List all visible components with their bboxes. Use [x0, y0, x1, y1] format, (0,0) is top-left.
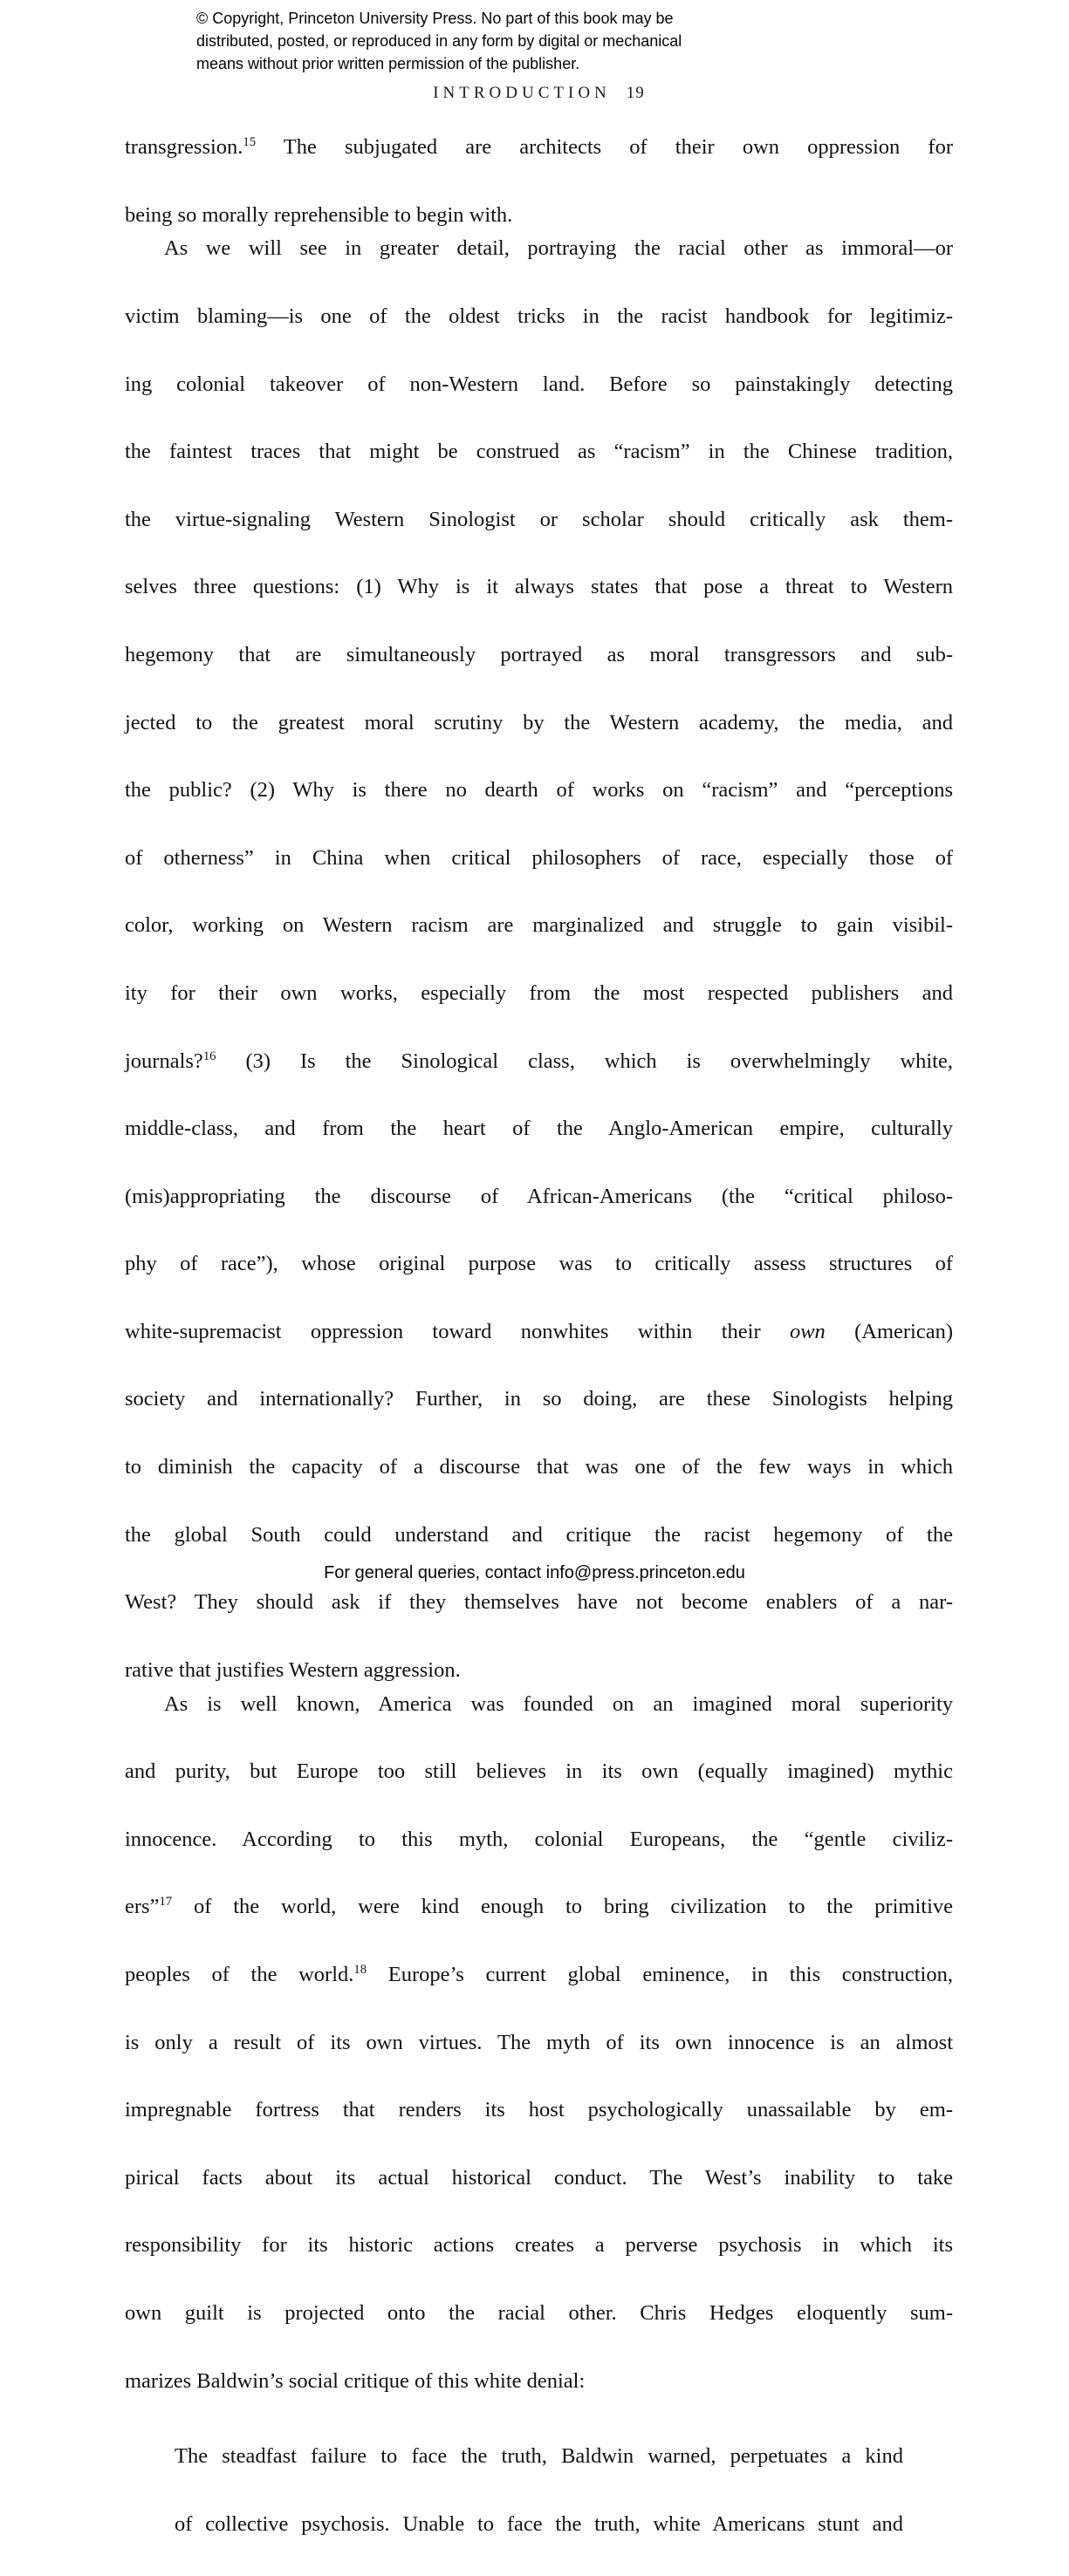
- text-line: pirical facts about its actual historical conduct. The West’s inability to take: [125, 2165, 953, 2190]
- block-quote: [175, 2440, 903, 2575]
- copyright-notice: [196, 7, 682, 75]
- text-line: of collective psychosis. Unable to face the truth, white Americans stunt and: [175, 2511, 903, 2536]
- text-line: ity for their own works, especially from the most respected publishers and: [125, 981, 953, 1005]
- text-line: the public? (2) Why is there no dearth of works on “racism” and “perceptions: [125, 778, 953, 803]
- text-line: own guilt is projected onto the racial other. Chris Hedges eloquently sum-: [125, 2301, 953, 2325]
- text-line: the faintest traces that might be construed as “racism” in the Chinese tradition,: [125, 440, 953, 464]
- text-line: West? They should ask if they themselves have not become enablers of a nar-: [125, 1590, 953, 1615]
- text-line: the virtue-signaling Western Sinologist or scholar should critically ask them-: [125, 507, 953, 531]
- contact-text: For general queries, contact info@press.princeton.edu: [324, 1563, 745, 1582]
- page-number: 19: [626, 84, 645, 102]
- text-line: middle-class, and from the heart of the Anglo-American empire, culturally: [125, 1117, 953, 1141]
- text-line: rative that justifies Western aggression.: [125, 1657, 461, 1682]
- text-line: jected to the greatest moral scrutiny by the Western academy, the media, and: [125, 710, 953, 735]
- text-line: of otherness” in China when critical philosophers of race, especially those of: [125, 845, 953, 870]
- text-line: transgression.$^{15}$ The subjugated are architects of their own oppression for: [125, 134, 953, 159]
- text-line: innocence. According to this myth, colonial Europeans, the “gentle civiliz-: [125, 1827, 953, 1851]
- text-line: color, working on Western racism are marginalized and struggle to gain visibil-: [125, 913, 953, 938]
- text-line: being so morally reprehensible to begin with.: [125, 202, 513, 227]
- text-line: victim blaming—is one of the oldest tricks in the racist handbook for legitimiz-: [125, 304, 953, 328]
- text-line: selves three questions: (1) Why is it always states that pose a threat to Western: [125, 575, 953, 599]
- text-line: the global South could understand and critique the racist hegemony of the: [125, 1522, 953, 1547]
- text-line: peoples of the world.$^{18}$ Europe’s current global eminence, in this construction,: [125, 1962, 953, 1987]
- text-line: The steadfast failure to face the truth, Baldwin warned, perpetuates a kind: [175, 2444, 903, 2469]
- text-line: (mis)appropriating the discourse of African-Americans (the “critical philoso-: [125, 1184, 953, 1208]
- text-line: hegemony that are simultaneously portrayed as moral transgressors and sub-: [125, 642, 953, 666]
- text-line: impregnable fortress that renders its host psychologically unassailable by em-: [125, 2098, 953, 2122]
- text-line: marizes Baldwin’s social critique of this white denial:: [125, 2368, 586, 2393]
- running-head: [125, 84, 953, 103]
- text-line: white-supremacist oppression toward nonwhites within their own (American): [125, 1319, 954, 1343]
- text-line: society and internationally? Further, in so doing, are these Sinologists helping: [125, 1387, 953, 1411]
- page-footer: [0, 1563, 1069, 1583]
- text-line: and purity, but Europe too still believes in its own (equally imagined) mythic: [125, 1759, 953, 1784]
- text-line: journals?$^{16}$ (3) Is the Sinological class, which is overwhelmingly white,: [125, 1049, 953, 1073]
- text-line: As is well known, America was founded on an imagined moral superiority: [164, 1691, 953, 1716]
- section-title: INTRODUCTION: [433, 84, 611, 102]
- copyright-line: distributed, posted, or reproduced in any form by digital or mechanical: [196, 32, 682, 50]
- paragraph: [125, 1688, 953, 2399]
- copyright-line: means without prior written permission of the publisher.: [196, 55, 580, 72]
- text-line: is only a result of its own virtues. The myth of its own innocence is an almost: [125, 2030, 953, 2054]
- copyright-line: © Copyright, Princeton University Press. No part of this book may be: [196, 10, 674, 27]
- paragraph: [125, 131, 953, 232]
- paragraph: [125, 232, 953, 1687]
- text-line: ing colonial takeover of non-Western land. Before so painstakingly detecting: [125, 372, 953, 396]
- text-line: phy of race”), whose original purpose was to critically assess structures of: [125, 1252, 953, 1276]
- text-line: to diminish the capacity of a discourse that was one of the few ways in which: [125, 1455, 953, 1479]
- text-line: ers”$^{17}$ of the world, were kind enough to bring civilization to the primitive: [125, 1895, 953, 1919]
- text-line: As we will see in greater detail, portraying the racial other as immoral—or: [164, 236, 953, 261]
- body-text: [125, 131, 953, 2576]
- text-line: responsibility for its historic actions creates a perverse psychosis in which its: [125, 2233, 953, 2258]
